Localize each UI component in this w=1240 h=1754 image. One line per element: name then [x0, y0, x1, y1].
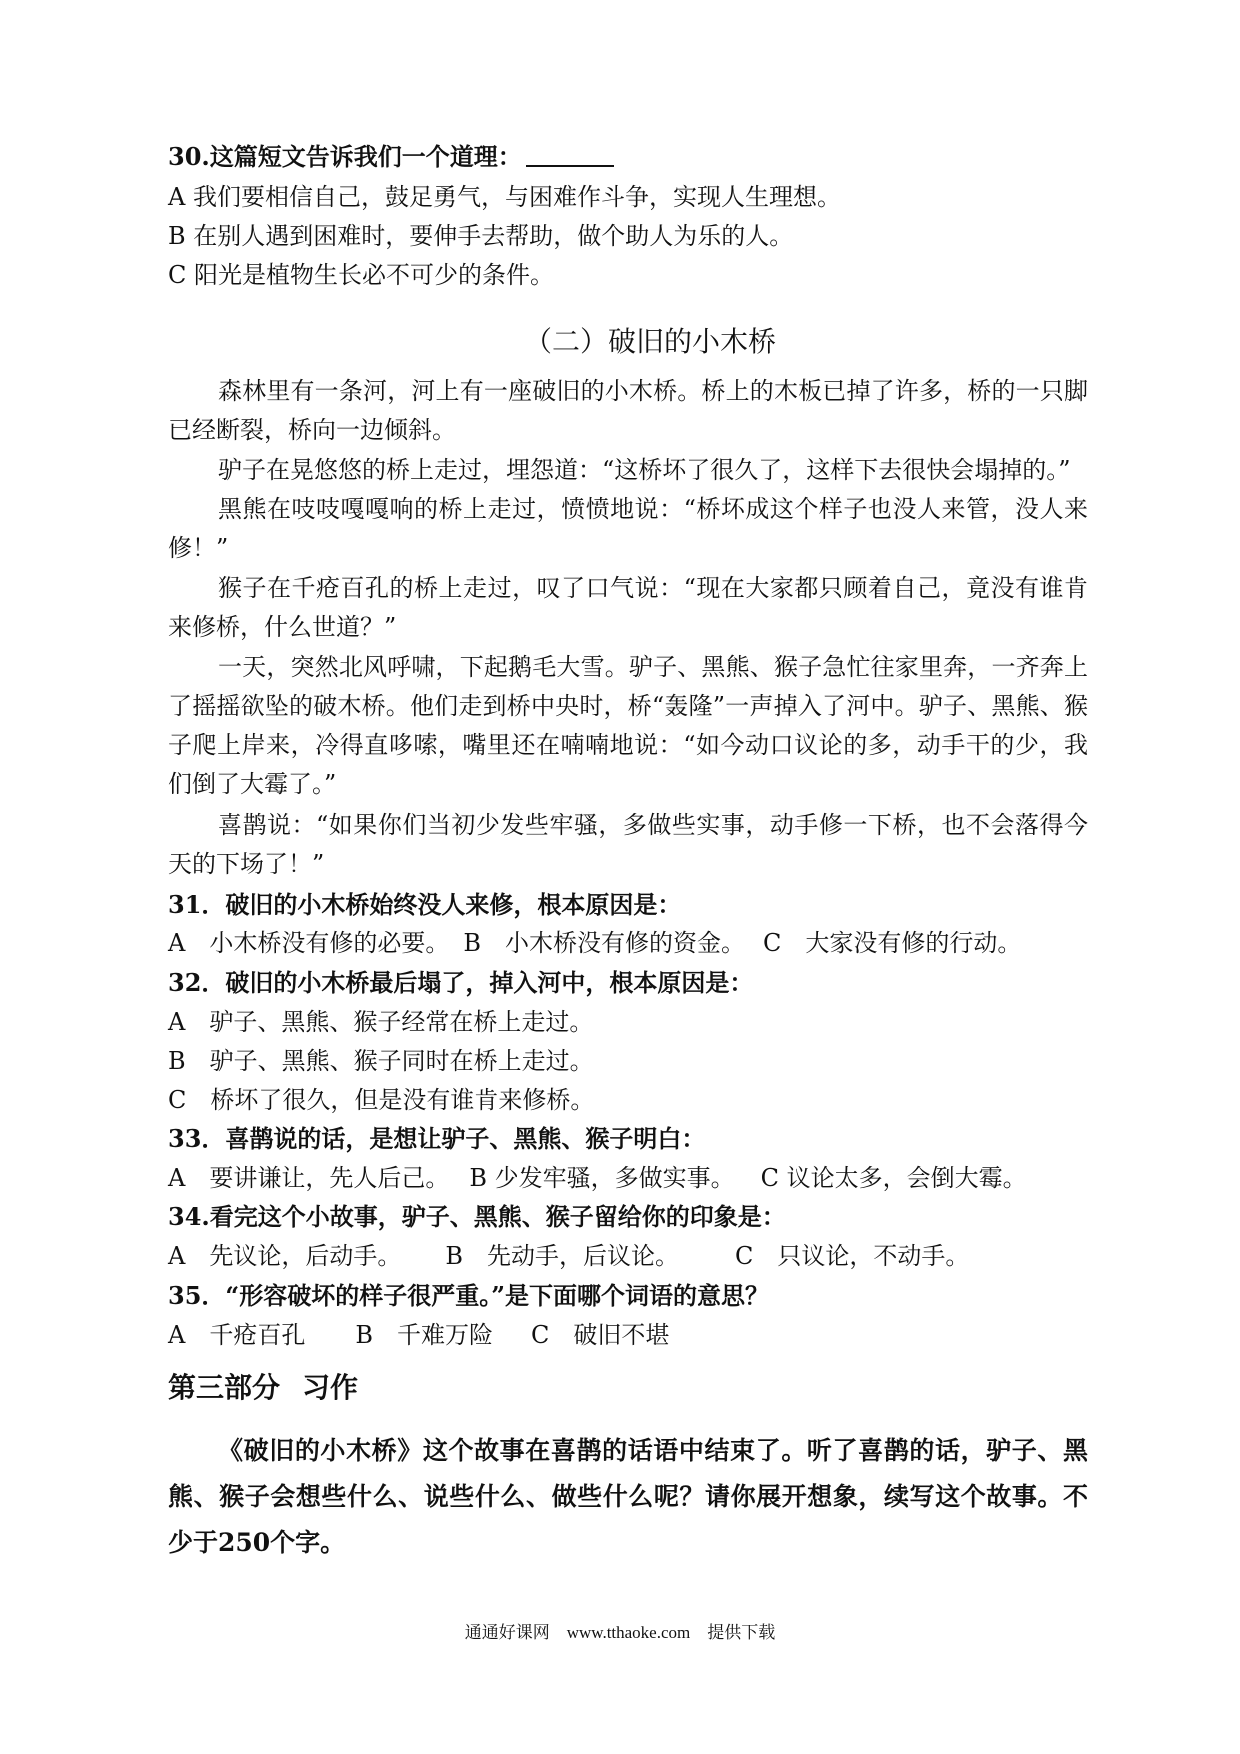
q32-option-c: C 桥坏了很久，但是没有谁肯来修桥。 [168, 1086, 595, 1114]
story-paragraph-2: 驴子在晃悠悠的桥上走过，埋怨道：“这桥坏了很久了，这样下去很快会塌掉的。” [218, 456, 1071, 484]
q35-options [168, 1318, 669, 1352]
q33-option-b: B 少发牢骚，多做实事。 [469, 1164, 735, 1192]
story-title: （二）破旧的小木桥 [523, 325, 776, 358]
q31-option-a: A 小木桥没有修的必要。 [168, 929, 450, 957]
q30-option-c: C 阳光是植物生长必不可少的条件。 [168, 261, 554, 289]
q30-question: 30.这篇短文告诉我们一个道理： [168, 140, 614, 174]
q33-question: 33．喜鹊说的话，是想让驴子、黑熊、猴子明白： [168, 1124, 706, 1153]
q31-question: 31．破旧的小木桥始终没人来修，根本原因是： [168, 890, 682, 919]
story-paragraph-6: 喜鹊说：“如果你们当初少发些牢骚，多做些实事，动手修一下桥，也不会落得今天的下场了！” [168, 811, 1088, 878]
story-paragraph-4: 猴子在千疮百孔的桥上走过，叹了口气说：“现在大家都只顾着自己，竟没有谁肯来修桥，什么世道？” [168, 574, 1088, 641]
q31-option-b: B 小木桥没有修的资金。 [463, 929, 745, 957]
q34-option-c: C 只议论，不动手。 [734, 1242, 970, 1270]
q35-option-a: A 千疮百孔 [168, 1321, 306, 1349]
q34-question: 34.看完这个小故事，驴子、黑熊、猴子留给你的印象是： [168, 1202, 786, 1231]
q31-options [168, 926, 1021, 960]
part3-prompt: 《破旧的小木桥》这个故事在喜鹊的话语中结束了。听了喜鹊的话，驴子、黑熊、猴子会想些什么、说些什么、做些什么呢？请你展开想象，续写这个故事。不少于250个字。 [168, 1436, 1088, 1557]
q32-question: 32．破旧的小木桥最后塌了，掉入河中，根本原因是： [168, 968, 754, 997]
q30-option-b: B 在别人遇到困难时，要伸手去帮助，做个助人为乐的人。 [168, 222, 794, 250]
q33-options [168, 1161, 1027, 1195]
q33-option-c: C 议论太多，会倒大霉。 [760, 1164, 1027, 1192]
q31-option-c: C 大家没有修的行动。 [762, 929, 1022, 957]
story-paragraph-1: 森林里有一条河，河上有一座破旧的小木桥。桥上的木板已掉了许多，桥的一只脚已经断裂，桥向一边倾斜。 [168, 377, 1088, 444]
q32-option-b: B 驴子、黑熊、猴子同时在桥上走过。 [168, 1047, 594, 1075]
q35-question: 35．“形容破坏的样子很严重。”是下面哪个词语的意思？ [168, 1281, 770, 1310]
q35-option-c: C 破旧不堪 [530, 1321, 670, 1349]
page-footer: 通通好课网 www.tthaoke.com 提供下载 [464, 1623, 776, 1642]
q34-option-a: A 先议论，后动手。 [168, 1242, 402, 1270]
story-paragraph-5: 一天，突然北风呼啸，下起鹅毛大雪。驴子、黑熊、猴子急忙往家里奔，一齐奔上了摇摇欲坠的破木桥。他们走到桥中央时，桥“轰隆”一声掉入了河中。驴子、黑熊、猴子爬上岸来，冷得直哆嗦，嘴里还在喃喃地说：“如今动口议论的多，动手干的少，我们倒了大霉了。” [168, 653, 1088, 798]
part3-heading: 第三部分 习作 [168, 1368, 358, 1408]
q34-option-b: B 先动手，后议论。 [445, 1242, 679, 1270]
q34-options [168, 1239, 969, 1273]
q33-option-a: A 要讲谦让，先人后己。 [168, 1164, 450, 1192]
story-paragraph-3: 黑熊在吱吱嘎嘎响的桥上走过，愤愤地说：“桥坏成这个样子也没人来管，没人来修！” [168, 495, 1088, 562]
part3-subheading: 习作 [302, 1371, 359, 1404]
q32-option-a: A 驴子、黑熊、猴子经常在桥上走过。 [168, 1008, 594, 1036]
answer-blank [526, 143, 614, 167]
q35-option-b: B 千难万险 [355, 1321, 493, 1349]
q30-option-a: A 我们要相信自己，鼓足勇气，与困难作斗争，实现人生理想。 [168, 183, 841, 211]
